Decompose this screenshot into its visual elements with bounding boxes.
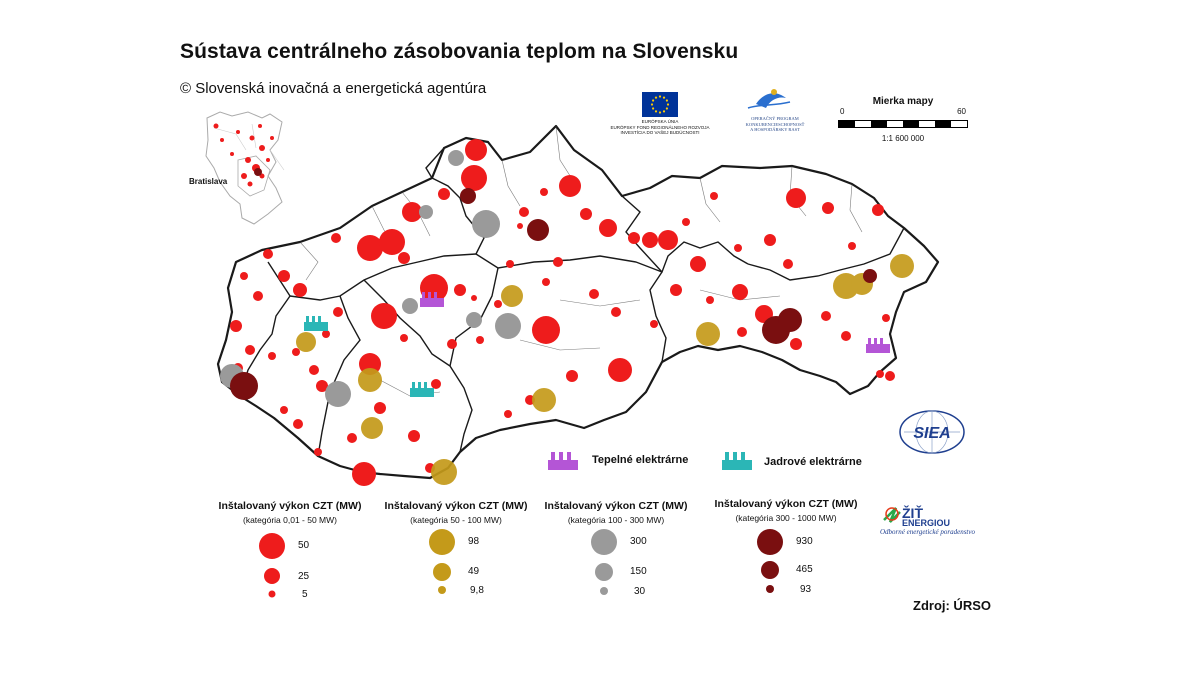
nuclear-plant-legend-icon bbox=[722, 452, 752, 470]
cat3-legend-circles bbox=[591, 529, 617, 595]
cat4-legend-circles bbox=[757, 529, 783, 593]
op-logo bbox=[735, 116, 815, 133]
cat4-legend-subtitle: (kategória 300 - 1000 MW) bbox=[735, 513, 837, 523]
siea-logo bbox=[900, 411, 964, 453]
thermal-plant-label: Tepelné elektrárne bbox=[592, 454, 689, 466]
scale-ratio: 1:1 600 000 bbox=[881, 134, 925, 143]
cat2-legend-subtitle: (kategória 50 - 100 MW) bbox=[410, 515, 502, 525]
nuclear-plant-label: Jadrové elektrárne bbox=[764, 456, 862, 468]
ziti-logo-tagline: Odborné energetické poradenstvo bbox=[880, 528, 975, 536]
cat2-legend-value: 98 bbox=[468, 536, 480, 547]
cat1-legend-circles bbox=[259, 533, 285, 598]
eu-logo bbox=[610, 92, 710, 136]
source-note: Zdroj: ÚRSO bbox=[913, 598, 991, 613]
thermal-plant-legend-icon bbox=[548, 452, 578, 470]
cat4-legend-value: 930 bbox=[796, 536, 813, 547]
scale-start: 0 bbox=[840, 107, 845, 116]
ziti-logo-name: ŽIŤ bbox=[902, 505, 923, 521]
inset-map bbox=[206, 112, 284, 224]
op-logo-mark bbox=[748, 89, 790, 108]
cat2-legend-value: 49 bbox=[468, 566, 480, 577]
cat4-legend-title: Inštalovaný výkon CZT (MW) bbox=[714, 498, 858, 510]
cat3-legend-subtitle: (kategória 100 - 300 MW) bbox=[567, 515, 665, 525]
cat3-legend-value: 150 bbox=[630, 566, 647, 577]
scale-title: Mierka mapy bbox=[872, 96, 934, 107]
op-logo-text: OPERAČNÝ PROGRAM KONKURENCIESCHOPNOSŤ A HOSPODÁRSKY RAST bbox=[745, 116, 805, 132]
copyright-note: © Slovenská inovačná a energetická agentúra bbox=[180, 80, 487, 97]
cat3-legend-value: 30 bbox=[634, 586, 646, 597]
cat2-legend-circles bbox=[429, 529, 455, 594]
eu-flag-icon bbox=[642, 92, 678, 117]
cat2-legend-title: Inštalovaný výkon CZT (MW) bbox=[384, 500, 528, 512]
cat2-legend-value: 9,8 bbox=[470, 585, 484, 596]
ziti-energiou-logo bbox=[880, 505, 990, 536]
cat1-legend-value: 25 bbox=[298, 571, 310, 582]
inset-bratislava-label: Bratislava bbox=[189, 177, 228, 186]
scale-bar bbox=[838, 120, 968, 128]
scale-end: 60 bbox=[957, 107, 966, 116]
cat1-legend-value: 5 bbox=[302, 589, 308, 600]
map-scale bbox=[838, 96, 968, 143]
cat1-legend-subtitle: (kategória 0,01 - 50 MW) bbox=[242, 515, 337, 525]
cat3-legend-value: 300 bbox=[630, 536, 647, 547]
scale-numbers bbox=[838, 107, 968, 119]
cat3-legend-title: Inštalovaný výkon CZT (MW) bbox=[544, 500, 688, 512]
siea-logo-text: SIEA bbox=[913, 425, 951, 442]
eu-logo-text: EURÓPSKA ÚNIA EURÓPSKY FOND REGIONÁLNEHO ROZVOJA INVESTÍCIA DO VAŠEJ BUDÚCNOSTI bbox=[610, 119, 710, 135]
ziti-logo-name-2: ENERGIOU bbox=[902, 518, 951, 528]
cat1-legend-title: Inštalovaný výkon CZT (MW) bbox=[218, 500, 362, 512]
cat4-legend-value: 93 bbox=[800, 584, 812, 595]
map-title: Sústava centrálneho zásobovania teplom na Slovensku bbox=[180, 40, 739, 63]
cat1-legend-value: 50 bbox=[298, 540, 310, 551]
cat4-legend-value: 465 bbox=[796, 564, 813, 575]
